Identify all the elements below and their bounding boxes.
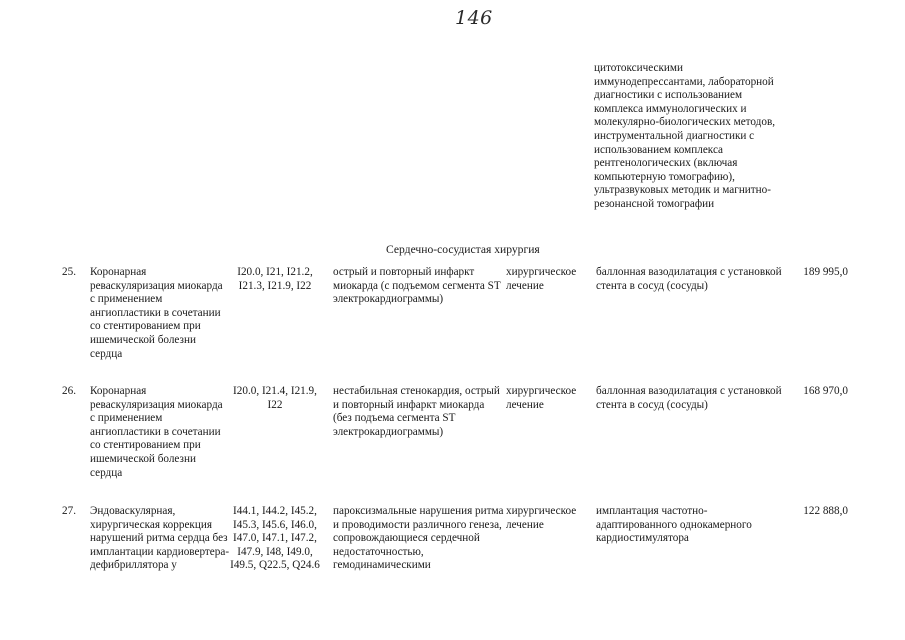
continuation-text: цитотоксическими иммунодепрессантами, лабораторной диагностики с использованием комплекса иммунологических и молекулярно-биологических методов, инструментальной диагностики с использованием комплекса рентгенологических (включая компьютерную томографию), ультразвуковых методик и магнитно-резонансной томографии xyxy=(594,62,776,210)
icd-codes: I20.0, I21, I21.2, I21.3, I21.9, I22 xyxy=(237,266,313,292)
treatment-type: хирургическое лечение xyxy=(506,385,577,411)
patient-model: пароксизмальные нарушения ритма и проводимости различного генеза, сопровождающиеся сердечной недостаточностью, гемодинамическими xyxy=(333,505,504,572)
treatment-method: баллонная вазодилатация с установкой стента в сосуд (сосуды) xyxy=(596,266,782,292)
row-number: 26. xyxy=(62,385,76,397)
patient-model: нестабильная стенокардия, острый и повторный инфаркт миокарда (без подъема сегмента ST электрокардиограммы) xyxy=(333,385,500,438)
section-title: Сердечно-сосудистая хирургия xyxy=(386,243,540,256)
treatment-type: хирургическое лечение xyxy=(506,505,577,531)
price: 122 888,0 xyxy=(803,505,848,517)
row-number: 25. xyxy=(62,266,76,278)
row-number: 27. xyxy=(62,505,76,517)
care-type-name: Коронарная реваскуляризация миокарда с применением ангиопластики в сочетании со стентированием при ишемической болезни сердца xyxy=(90,266,223,360)
icd-codes: I44.1, I44.2, I45.2, I45.3, I45.6, I46.0, I47.0, I47.1, I47.2, I47.9, I48, I49.0, I49.5, Q22.5, Q24.6 xyxy=(230,505,320,572)
icd-codes: I20.0, I21.4, I21.9, I22 xyxy=(233,385,317,411)
treatment-method: имплантация частотно-адаптированного однокамерного кардиостимулятора xyxy=(596,505,752,545)
care-type-name: Коронарная реваскуляризация миокарда с применением ангиопластики в сочетании со стентированием при ишемической болезни сердца xyxy=(90,385,223,479)
page-number: 146 xyxy=(455,7,493,29)
treatment-type: хирургическое лечение xyxy=(506,266,577,292)
price: 189 995,0 xyxy=(803,266,848,278)
treatment-method: баллонная вазодилатация с установкой стента в сосуд (сосуды) xyxy=(596,385,782,411)
patient-model: острый и повторный инфаркт миокарда (с подъемом сегмента ST электрокардиограммы) xyxy=(333,266,501,306)
care-type-name: Эндоваскулярная, хирургическая коррекция нарушений ритма сердца без имплантации кардиовертера-дефибриллятора у xyxy=(90,505,230,572)
price: 168 970,0 xyxy=(803,385,848,397)
